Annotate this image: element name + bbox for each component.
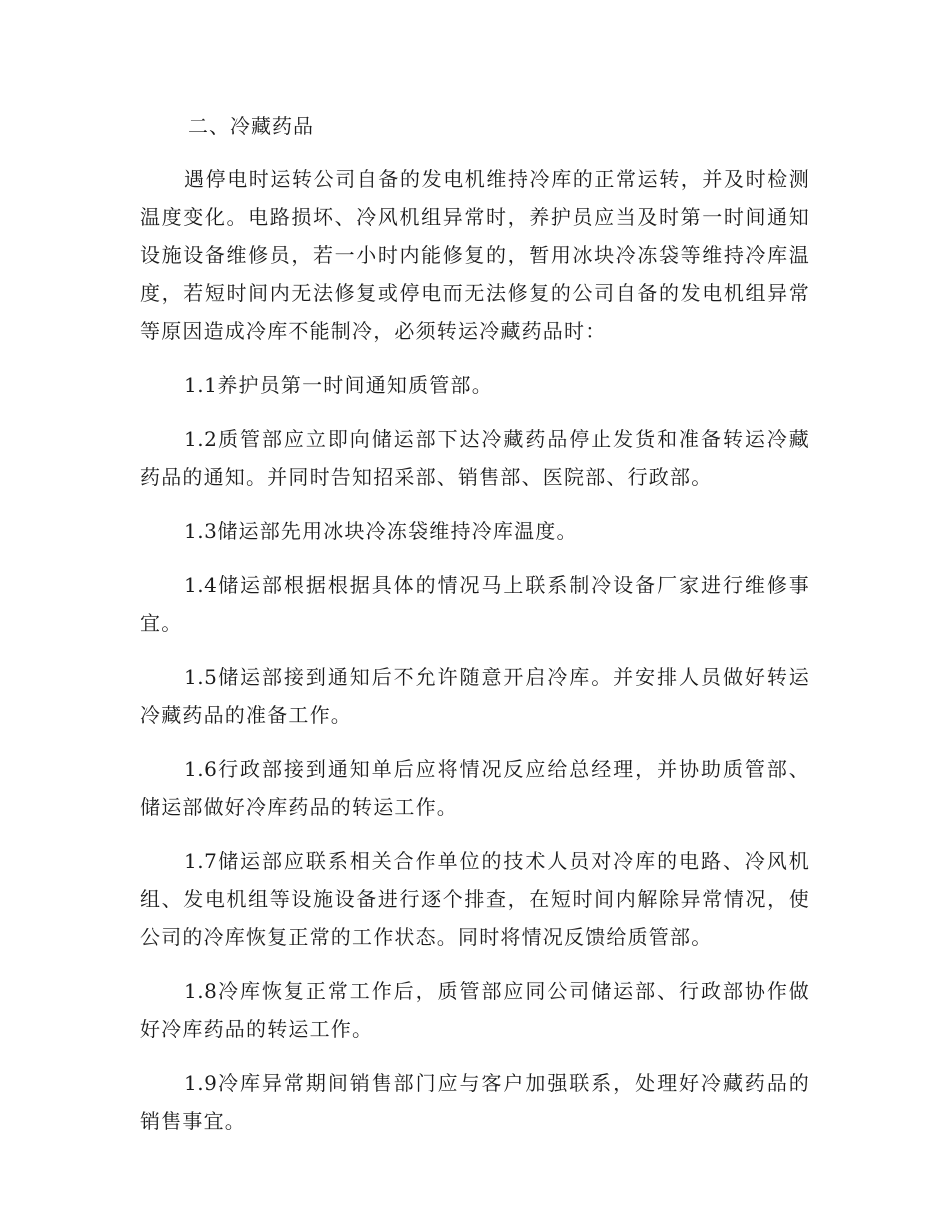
list-item bbox=[140, 1064, 810, 1140]
item-number: 1.7 bbox=[184, 849, 218, 873]
list-item bbox=[140, 566, 810, 642]
item-text: 冷库异常期间销售部门应与客户加强联系，处理好冷藏药品的销售事宜。 bbox=[140, 1071, 810, 1133]
list-item bbox=[140, 420, 810, 496]
item-text: 储运部先用冰块冷冻袋维持冷库温度。 bbox=[217, 519, 578, 543]
item-number: 1.1 bbox=[184, 373, 218, 397]
item-text: 行政部接到通知单后应将情况反应给总经理，并协助质管部、储运部做好冷库药品的转运工作。 bbox=[140, 757, 810, 819]
item-text: 养护员第一时间通知质管部。 bbox=[217, 373, 493, 397]
item-number: 1.2 bbox=[184, 427, 218, 451]
item-number: 1.4 bbox=[184, 573, 218, 597]
list-item bbox=[140, 842, 810, 956]
list-item bbox=[140, 366, 810, 404]
item-text: 储运部应联系相关合作单位的技术人员对冷库的电路、冷风机组、发电机组等设施设备进行逐个排查，在短时间内解除异常情况，使公司的冷库恢复正常的工作状态。同时将情况反馈给质管部。 bbox=[140, 849, 810, 949]
item-number: 1.6 bbox=[184, 757, 218, 781]
item-text: 冷库恢复正常工作后，质管部应同公司储运部、行政部协作做好冷库药品的转运工作。 bbox=[140, 979, 810, 1041]
list-item bbox=[140, 658, 810, 734]
item-number: 1.3 bbox=[184, 519, 218, 543]
item-number: 1.9 bbox=[184, 1071, 218, 1095]
intro-paragraph: 遇停电时运转公司自备的发电机维持冷库的正常运转，并及时检测温度变化。电路损坏、冷风机组异常时，养护员应当及时第一时间通知设施设备维修员，若一小时内能修复的，暂用冰块冷冻袋等维持冷库温度，若短时间内无法修复或停电而无法修复的公司自备的发电机组异常等原因造成冷库不能制冷，必须转运冷藏药品时： bbox=[140, 167, 810, 343]
item-text: 储运部根据根据具体的情况马上联系制冷设备厂家进行维修事宜。 bbox=[140, 573, 810, 635]
list-item bbox=[140, 750, 810, 826]
item-text: 储运部接到通知后不允许随意开启冷库。并安排人员做好转运冷藏药品的准备工作。 bbox=[140, 665, 810, 727]
item-text: 质管部应立即向储运部下达冷藏药品停止发货和准备转运冷藏药品的通知。并同时告知招采部、销售部、医院部、行政部。 bbox=[140, 427, 810, 489]
list-item bbox=[140, 512, 810, 550]
item-number: 1.5 bbox=[184, 665, 218, 689]
item-number: 1.8 bbox=[184, 979, 218, 1003]
list-item bbox=[140, 972, 810, 1048]
document-body bbox=[140, 108, 810, 1156]
section-heading: 二、冷藏药品 bbox=[188, 114, 314, 138]
